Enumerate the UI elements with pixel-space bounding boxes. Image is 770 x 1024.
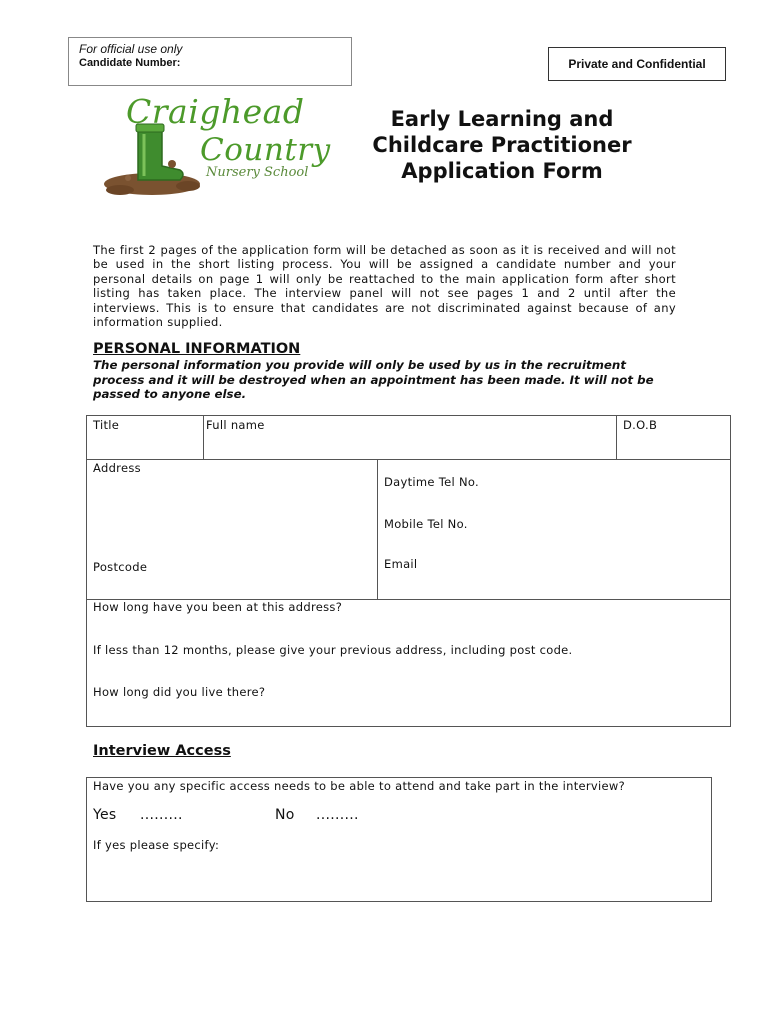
official-use-box <box>68 37 352 86</box>
personal-info-note: The personal information you provide will only be used by us in the recruitment process and it will be destroyed when an appointment has been made. It will not be passed to anyone else. <box>93 358 654 401</box>
address-field[interactable] <box>86 459 378 600</box>
title-line-2: Childcare Practitioner <box>372 133 632 157</box>
how-long-label: How long have you been at this address? <box>93 600 343 614</box>
interview-access-box[interactable] <box>86 777 712 902</box>
intro-paragraph: The first 2 pages of the application form will be detached as soon as it is received and will not be used in the short listing process. You will be assigned a candidate number and your personal details on page 1 will only be reattached to the main application form after short listing has taken place. The interview panel will not see pages 1 and 2 until after the interviews. This is to ensure that candidates are not discriminated against because of any information supplied. <box>93 243 676 330</box>
logo-text-craighead: Craighead <box>126 92 305 131</box>
page-title <box>352 106 652 184</box>
email-label: Email <box>384 557 418 571</box>
yes-label: Yes <box>93 807 117 823</box>
title-line-1: Early Learning and <box>390 107 614 131</box>
title-label: Title <box>93 418 120 432</box>
interview-access-heading: Interview Access <box>93 743 231 759</box>
logo-text-country: Country <box>200 132 331 168</box>
full-name-label: Full name <box>206 418 265 432</box>
address-history-field[interactable] <box>86 599 731 727</box>
mobile-tel-label: Mobile Tel No. <box>384 517 468 531</box>
personal-info-heading: PERSONAL INFORMATION <box>93 341 301 357</box>
dob-field[interactable] <box>616 415 731 460</box>
contact-field[interactable] <box>377 459 731 600</box>
official-use-label: For official use only <box>79 42 183 56</box>
title-line-3: Application Form <box>401 159 603 183</box>
no-label: No <box>275 807 295 823</box>
postcode-label: Postcode <box>93 560 148 574</box>
wellington-boot-icon <box>100 120 210 198</box>
confidential-badge: Private and Confidential <box>548 47 726 81</box>
specify-label: If yes please specify: <box>93 838 220 852</box>
title-field[interactable] <box>86 415 204 460</box>
daytime-tel-label: Daytime Tel No. <box>384 475 479 489</box>
address-label: Address <box>93 461 141 475</box>
no-blank[interactable]: ......... <box>316 807 359 823</box>
nursery-logo <box>100 92 330 202</box>
previous-address-label: If less than 12 months, please give your previous address, including post code. <box>93 643 573 657</box>
full-name-field[interactable] <box>203 415 617 460</box>
logo-text-nursery-school: Nursery School <box>206 165 309 180</box>
yes-blank[interactable]: ......... <box>140 807 183 823</box>
dob-label: D.O.B <box>623 418 658 432</box>
how-long-previous-label: How long did you live there? <box>93 685 266 699</box>
candidate-number-label: Candidate Number: <box>79 57 181 69</box>
access-question: Have you any specific access needs to be able to attend and take part in the interview? <box>93 779 626 793</box>
